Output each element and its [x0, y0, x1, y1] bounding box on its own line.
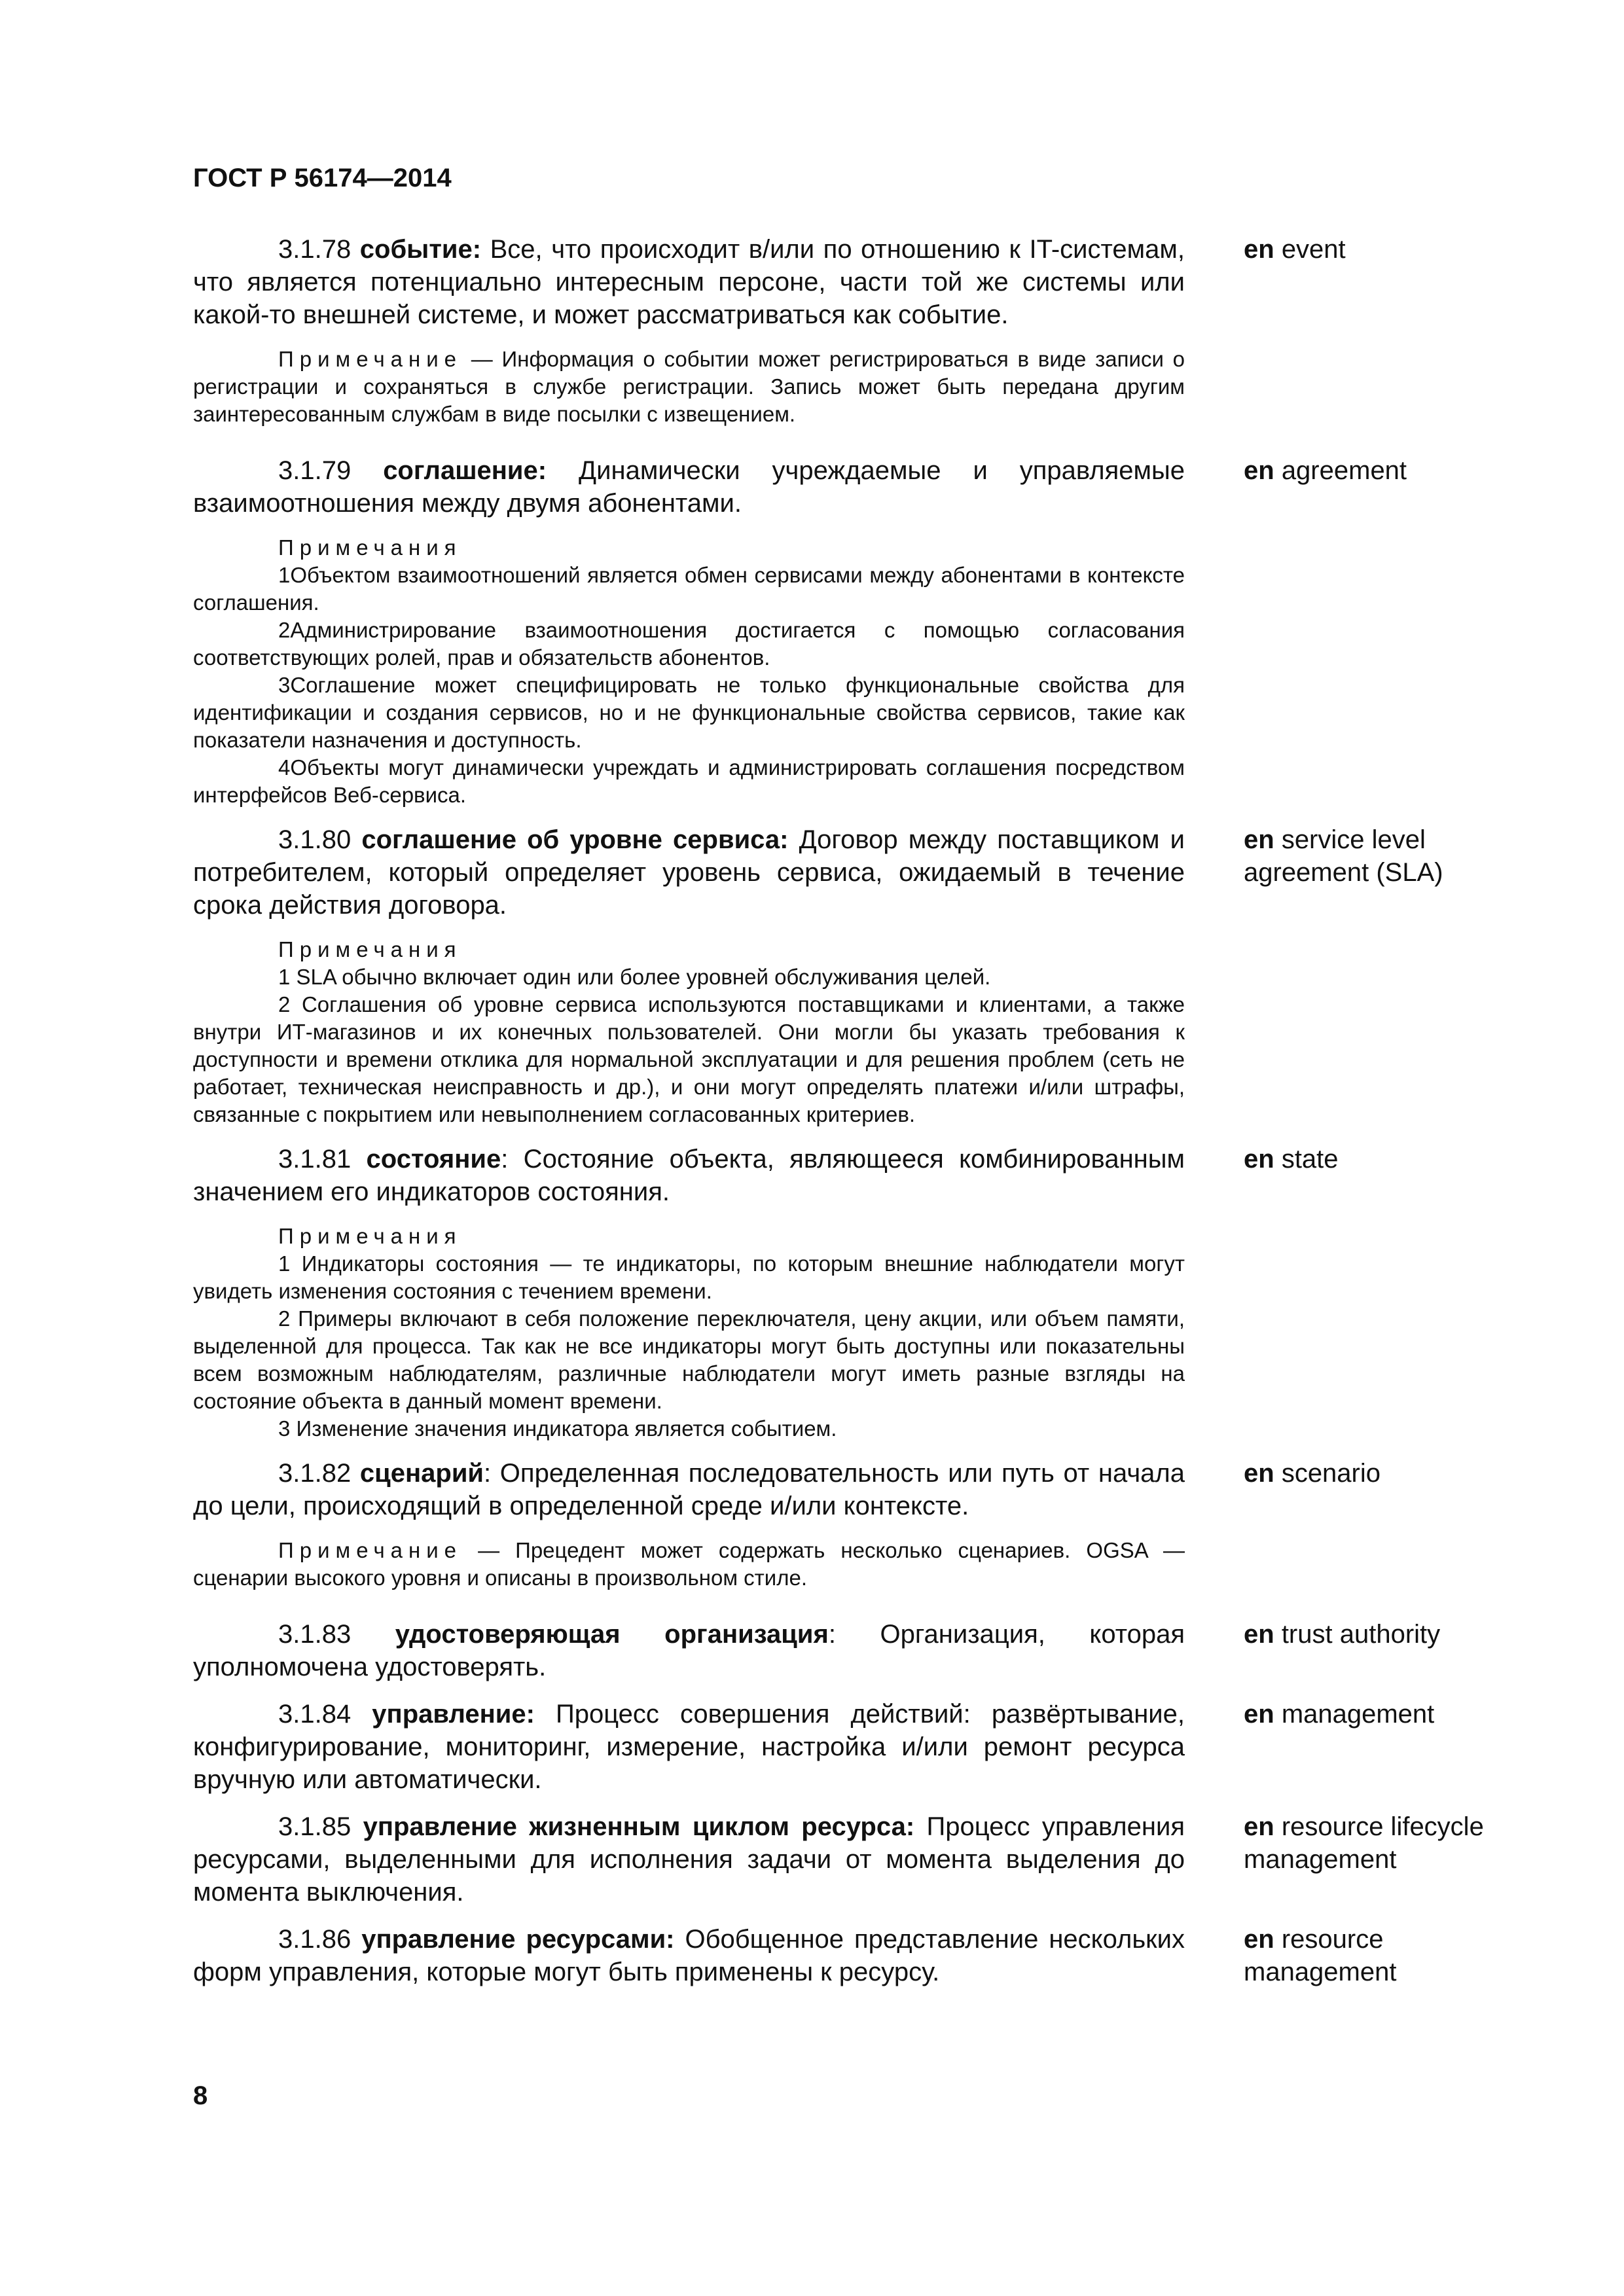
note-item: 1 SLA обычно включает один или более уровней обслуживания целей. — [278, 965, 991, 989]
term-entry — [193, 823, 1502, 1128]
term-name: сценарий — [359, 1459, 484, 1488]
note: Примечание — Информация о событии может регистрироваться в виде записи о регистрации и сохраняться в службе регистрации. Запись может быть передана другим заинтересованным службам в виде посылки с извещением. — [193, 347, 1185, 426]
term-entry — [193, 1143, 1502, 1443]
note: Примечание — Прецедент может содержать несколько сценариев. OGSA — сценарии высокого уровня и описаны в произвольном стиле. — [193, 1538, 1185, 1590]
english-equivalent: en trust authority — [1244, 1620, 1441, 1649]
english-equivalent: en management — [1244, 1700, 1435, 1729]
term-definition: 3.1.81 состояние: Состояние объекта, являющееся комбинированным значением его индикаторов состояния. — [193, 1145, 1185, 1206]
notes-heading: Примечания — [278, 937, 462, 961]
term-name: соглашение: — [383, 456, 547, 485]
term-name: управление: — [372, 1700, 535, 1729]
term-definition: 3.1.85 управление жизненным циклом ресурса: Процесс управления ресурсами, выделенными для исполнения задачи от момента выделения до момента выключения. — [193, 1812, 1185, 1907]
term-name: состояние — [366, 1145, 501, 1174]
term-entry — [193, 1923, 1502, 1988]
term-definition: 3.1.82 сценарий: Определенная последовательность или путь от начала до цели, происходящий в определенной среде и/или контексте. — [193, 1459, 1185, 1520]
term-name: удостоверяющая организация — [395, 1620, 829, 1649]
term-definition: 3.1.84 управление: Процесс совершения действий: развёртывание, конфигурирование, мониторинг, измерение, настройка и/или ремонт ресурса вручную или автоматически. — [193, 1700, 1185, 1794]
term-name: событие: — [359, 235, 482, 264]
note-item: 4Объекты могут динамически учреждать и администрировать соглашения посредством интерфейсов Веб-сервиса. — [193, 755, 1185, 807]
english-equivalent: en service level agreement (SLA) — [1244, 825, 1443, 887]
term-name: управление жизненным циклом ресурса: — [363, 1812, 915, 1841]
term-definition: 3.1.83 удостоверяющая организация: Организация, которая уполномочена удостоверять. — [193, 1620, 1185, 1681]
english-equivalent: en resource management — [1244, 1925, 1397, 1986]
note-item: 1 Индикаторы состояния — те индикаторы, по которым внешние наблюдатели могут увидеть изменения состояния с течением времени. — [193, 1251, 1185, 1303]
note-item: 2 Соглашения об уровне сервиса используются поставщиками и клиентами, а также внутри ИТ-магазинов и их конечных пользователей. Они могли бы указать требования к доступности и времени отклика для нормальной эксплуатации и для решения проблем (сеть не работает, техническая неисправность и др.), и они могут определять платежи и/или штрафы, связанные с покрытием или невыполнением согласованных критериев. — [193, 992, 1185, 1126]
term-entry — [193, 454, 1502, 809]
note-item: 3 Изменение значения индикатора является событием. — [278, 1416, 837, 1441]
notes — [193, 534, 1185, 809]
notes — [193, 1223, 1185, 1443]
term-name: управление ресурсами: — [361, 1925, 675, 1954]
term-definition: 3.1.79 соглашение: Динамически учреждаемые и управляемые взаимоотношения между двумя абонентами. — [193, 456, 1185, 518]
term-entry — [193, 1618, 1502, 1683]
term-entry — [193, 1698, 1502, 1796]
term-definition: 3.1.80 соглашение об уровне сервиса: Договор между поставщиком и потребителем, который определяет уровень сервиса, ожидаемый в течение срока действия договора. — [193, 825, 1185, 920]
english-equivalent: en event — [1244, 235, 1346, 264]
term-entry — [193, 1457, 1502, 1592]
term-name: соглашение об уровне сервиса: — [361, 825, 789, 854]
notes-heading: Примечания — [278, 1224, 462, 1248]
page-number: 8 — [193, 2081, 208, 2110]
terms-list — [193, 233, 1502, 1988]
notes-heading: Примечания — [278, 535, 462, 560]
note-item: 2 Примеры включают в себя положение переключателя, цену акции, или объем памяти, выделенной для процесса. Так как не все индикаторы могут быть доступны или показательны всем возможным наблюдателям, различные наблюдатели могут иметь разные взгляды на состояние объекта в данный момент времени. — [193, 1306, 1185, 1413]
note-item: 1Объектом взаимоотношений является обмен сервисами между абонентами в контексте соглашения. — [193, 563, 1185, 615]
english-equivalent: en scenario — [1244, 1459, 1381, 1488]
note-item: 3Соглашение может специфицировать не только функциональные свойства для идентификации и создания сервисов, но и не функциональные свойства сервисов, такие как показатели назначения и доступность. — [193, 673, 1185, 752]
term-definition: 3.1.78 событие: Все, что происходит в/или по отношению к IT-системам, что является потенциально интересным персоне, части той же системы или какой-то внешней системе, и может рассматриваться как событие. — [193, 235, 1185, 329]
document-header: ГОСТ Р 56174—2014 — [193, 164, 452, 192]
notes — [193, 936, 1185, 1128]
english-equivalent: en state — [1244, 1145, 1339, 1174]
english-equivalent: en agreement — [1244, 456, 1407, 485]
term-entry — [193, 1810, 1502, 1909]
term-entry — [193, 233, 1502, 428]
note-item: 2Администрирование взаимоотношения достигается с помощью согласования соответствующих ролей, прав и обязательств абонентов. — [193, 618, 1185, 670]
term-definition: 3.1.86 управление ресурсами: Обобщенное представление нескольких форм управления, которые могут быть применены к ресурсу. — [193, 1925, 1185, 1986]
english-equivalent: en resource lifecycle management — [1244, 1812, 1484, 1874]
